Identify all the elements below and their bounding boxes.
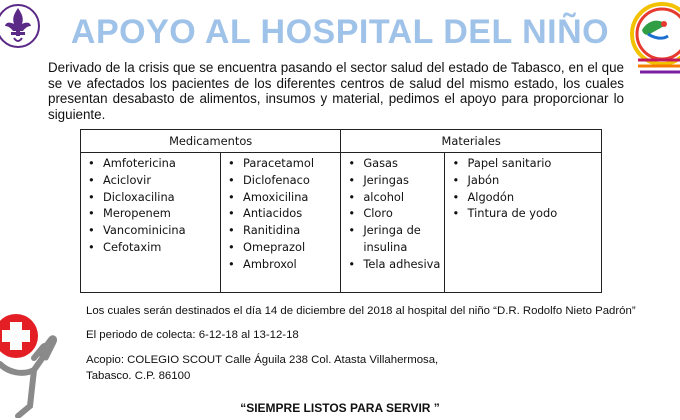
- list-item: • Vancominicina: [81, 222, 220, 239]
- list-item: • Aciclovir: [81, 172, 220, 189]
- list-item: • Ambroxol: [221, 256, 340, 273]
- list-item: • alcohol: [341, 189, 444, 206]
- page-title: APOYO AL HOSPITAL DEL NIÑO: [70, 13, 610, 51]
- list-item: • Cefotaxim: [81, 239, 220, 256]
- table-row: [81, 153, 602, 293]
- list-item: • Cloro: [341, 205, 444, 222]
- list-item: • Jabón: [445, 172, 601, 189]
- list-item: • Dicloxacilina: [81, 189, 220, 206]
- tabasco-bird-logo-icon: [628, 0, 680, 80]
- list-item: • Papel sanitario: [445, 155, 601, 172]
- list-item: • Gasas: [341, 155, 444, 172]
- motto-text: “SIEMPRE LISTOS PARA SERVIR ”: [240, 401, 440, 415]
- medicamentos-list-1: [81, 153, 221, 293]
- address-line-1: Acopio: COLEGIO SCOUT Calle Águila 238 Col. Atasta Villahermosa,: [86, 354, 439, 366]
- list-item: • Jeringas: [341, 172, 444, 189]
- list-item: • Tela adhesiva: [341, 256, 444, 273]
- materiales-list-2: [445, 153, 602, 293]
- header-materiales: Materiales: [341, 130, 602, 153]
- medicamentos-list-2: [221, 153, 341, 293]
- collection-period-text: El periodo de colecta: 6-12-18 al 13-12-18: [86, 329, 299, 341]
- list-item: • Tintura de yodo: [445, 205, 601, 222]
- list-item: • Diclofenaco: [221, 172, 340, 189]
- table-header-row: [81, 130, 602, 153]
- list-item: • Paracetamol: [221, 155, 340, 172]
- list-item: • Algodón: [445, 189, 601, 206]
- destination-text: Los cuales serán destinados el día 14 de diciembre del 2018 al hospital del niño “D.R. Rodolfo Nieto Padrón”: [86, 305, 636, 317]
- intro-paragraph: Derivado de la crisis que se encuentra pasando el sector salud del estado de Tabasco, en el que se ve afectados los pacientes de los diferentes centros de salud del mismo estado, los cuales presentan desabasto de alimentos, insumos y material, pedimos el apoyo para proporcionar lo siguiente.: [48, 60, 624, 122]
- collection-address: [86, 352, 466, 384]
- list-item: • Jeringa de insulina: [341, 222, 444, 256]
- list-item: • Amfotericina: [81, 155, 220, 172]
- list-item: • Amoxicilina: [221, 189, 340, 206]
- list-item: • Antiacidos: [221, 205, 340, 222]
- materiales-list-1: [341, 153, 445, 293]
- address-line-2: Tabasco. C.P. 86100: [86, 370, 191, 382]
- header-medicamentos: Medicamentos: [81, 130, 341, 153]
- supplies-table: [80, 129, 602, 293]
- list-item: • Meropenem: [81, 205, 220, 222]
- list-item: • Ranitidina: [221, 222, 340, 239]
- list-item: • Omeprazol: [221, 239, 340, 256]
